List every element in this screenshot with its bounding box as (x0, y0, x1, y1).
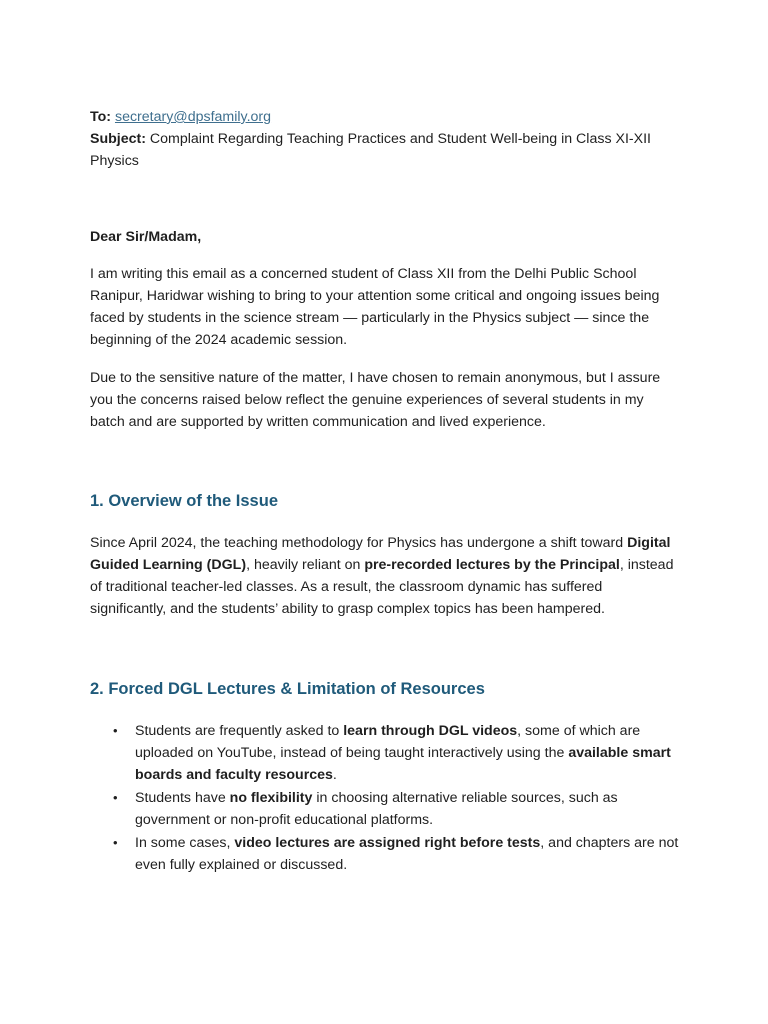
s1-bold-prerecorded: pre-recorded lectures by the Principal (364, 557, 620, 573)
section-2-heading: 2. Forced DGL Lectures & Limitation of Resources (90, 680, 485, 698)
list-item (113, 787, 680, 831)
bullet-2-bold: no flexibility (229, 790, 313, 806)
list-item (113, 832, 680, 876)
email-body (90, 106, 680, 873)
bullet-icon: • (113, 835, 118, 850)
intro-paragraph-2: Due to the sensitive nature of the matter, I have chosen to remain anonymous, but I assure you the concerns raised below reflect the genuine experiences of several students in my batch and are supported by written communication and lived experience. (90, 370, 661, 430)
bullet-1-bold-b: available smart boards and faculty resources (135, 745, 671, 783)
bullet-3-text-b: , and chapters are not even fully explained or discussed. (135, 835, 679, 873)
s1-bold-dgl: Digital Guided Learning (DGL) (90, 535, 671, 573)
subject-text: Complaint Regarding Teaching Practices and Student Well-being in Class XI-XII Physics (90, 131, 651, 169)
bullet-icon: • (113, 790, 118, 805)
subject-label: Subject: (90, 131, 146, 147)
bullet-1-text-c: . (332, 767, 337, 783)
bullet-1-text-b: , some of which are uploaded on YouTube, instead of being taught interactively using the (135, 723, 641, 761)
s1-text-mid: , heavily reliant on (246, 557, 365, 573)
s1-text-start: Since April 2024, the teaching methodology for Physics has undergone a shift toward (90, 535, 628, 551)
recipient-email-link[interactable]: secretary@dpsfamily.org (114, 109, 272, 125)
section-1-heading: 1. Overview of the Issue (90, 492, 278, 510)
list-item (113, 720, 680, 786)
bullet-3-text-a: In some cases, (135, 835, 235, 851)
s1-text-end: , instead of traditional teacher-led classes. As a result, the classroom dynamic has suffered significantly, and the students’ ability to grasp complex topics has been hampered. (90, 557, 674, 617)
to-line (90, 106, 680, 128)
greeting: Dear Sir/Madam, (90, 229, 202, 245)
section-2-bullet-list (90, 720, 680, 877)
bullet-2-text-b: in choosing alternative reliable sources, such as government or non-profit educational platforms. (135, 790, 618, 828)
bullet-2-text-a: Students have (135, 790, 230, 806)
bullet-3-bold: video lectures are assigned right before tests (234, 835, 541, 851)
intro-paragraph-1: I am writing this email as a concerned student of Class XII from the Delhi Public School Ranipur, Haridwar wishing to bring to your attention some critical and ongoing issues being faced by students in the science stream — particularly in the Physics subject — since the beginning of the 2024 academic session. (90, 266, 660, 348)
section-1-paragraph (90, 532, 680, 620)
subject-line (90, 128, 680, 172)
bullet-1-bold-a: learn through DGL videos (343, 723, 518, 739)
to-label: To: (90, 109, 112, 125)
bullet-icon: • (113, 723, 118, 738)
bullet-1-text-a: Students are frequently asked to (135, 723, 344, 739)
